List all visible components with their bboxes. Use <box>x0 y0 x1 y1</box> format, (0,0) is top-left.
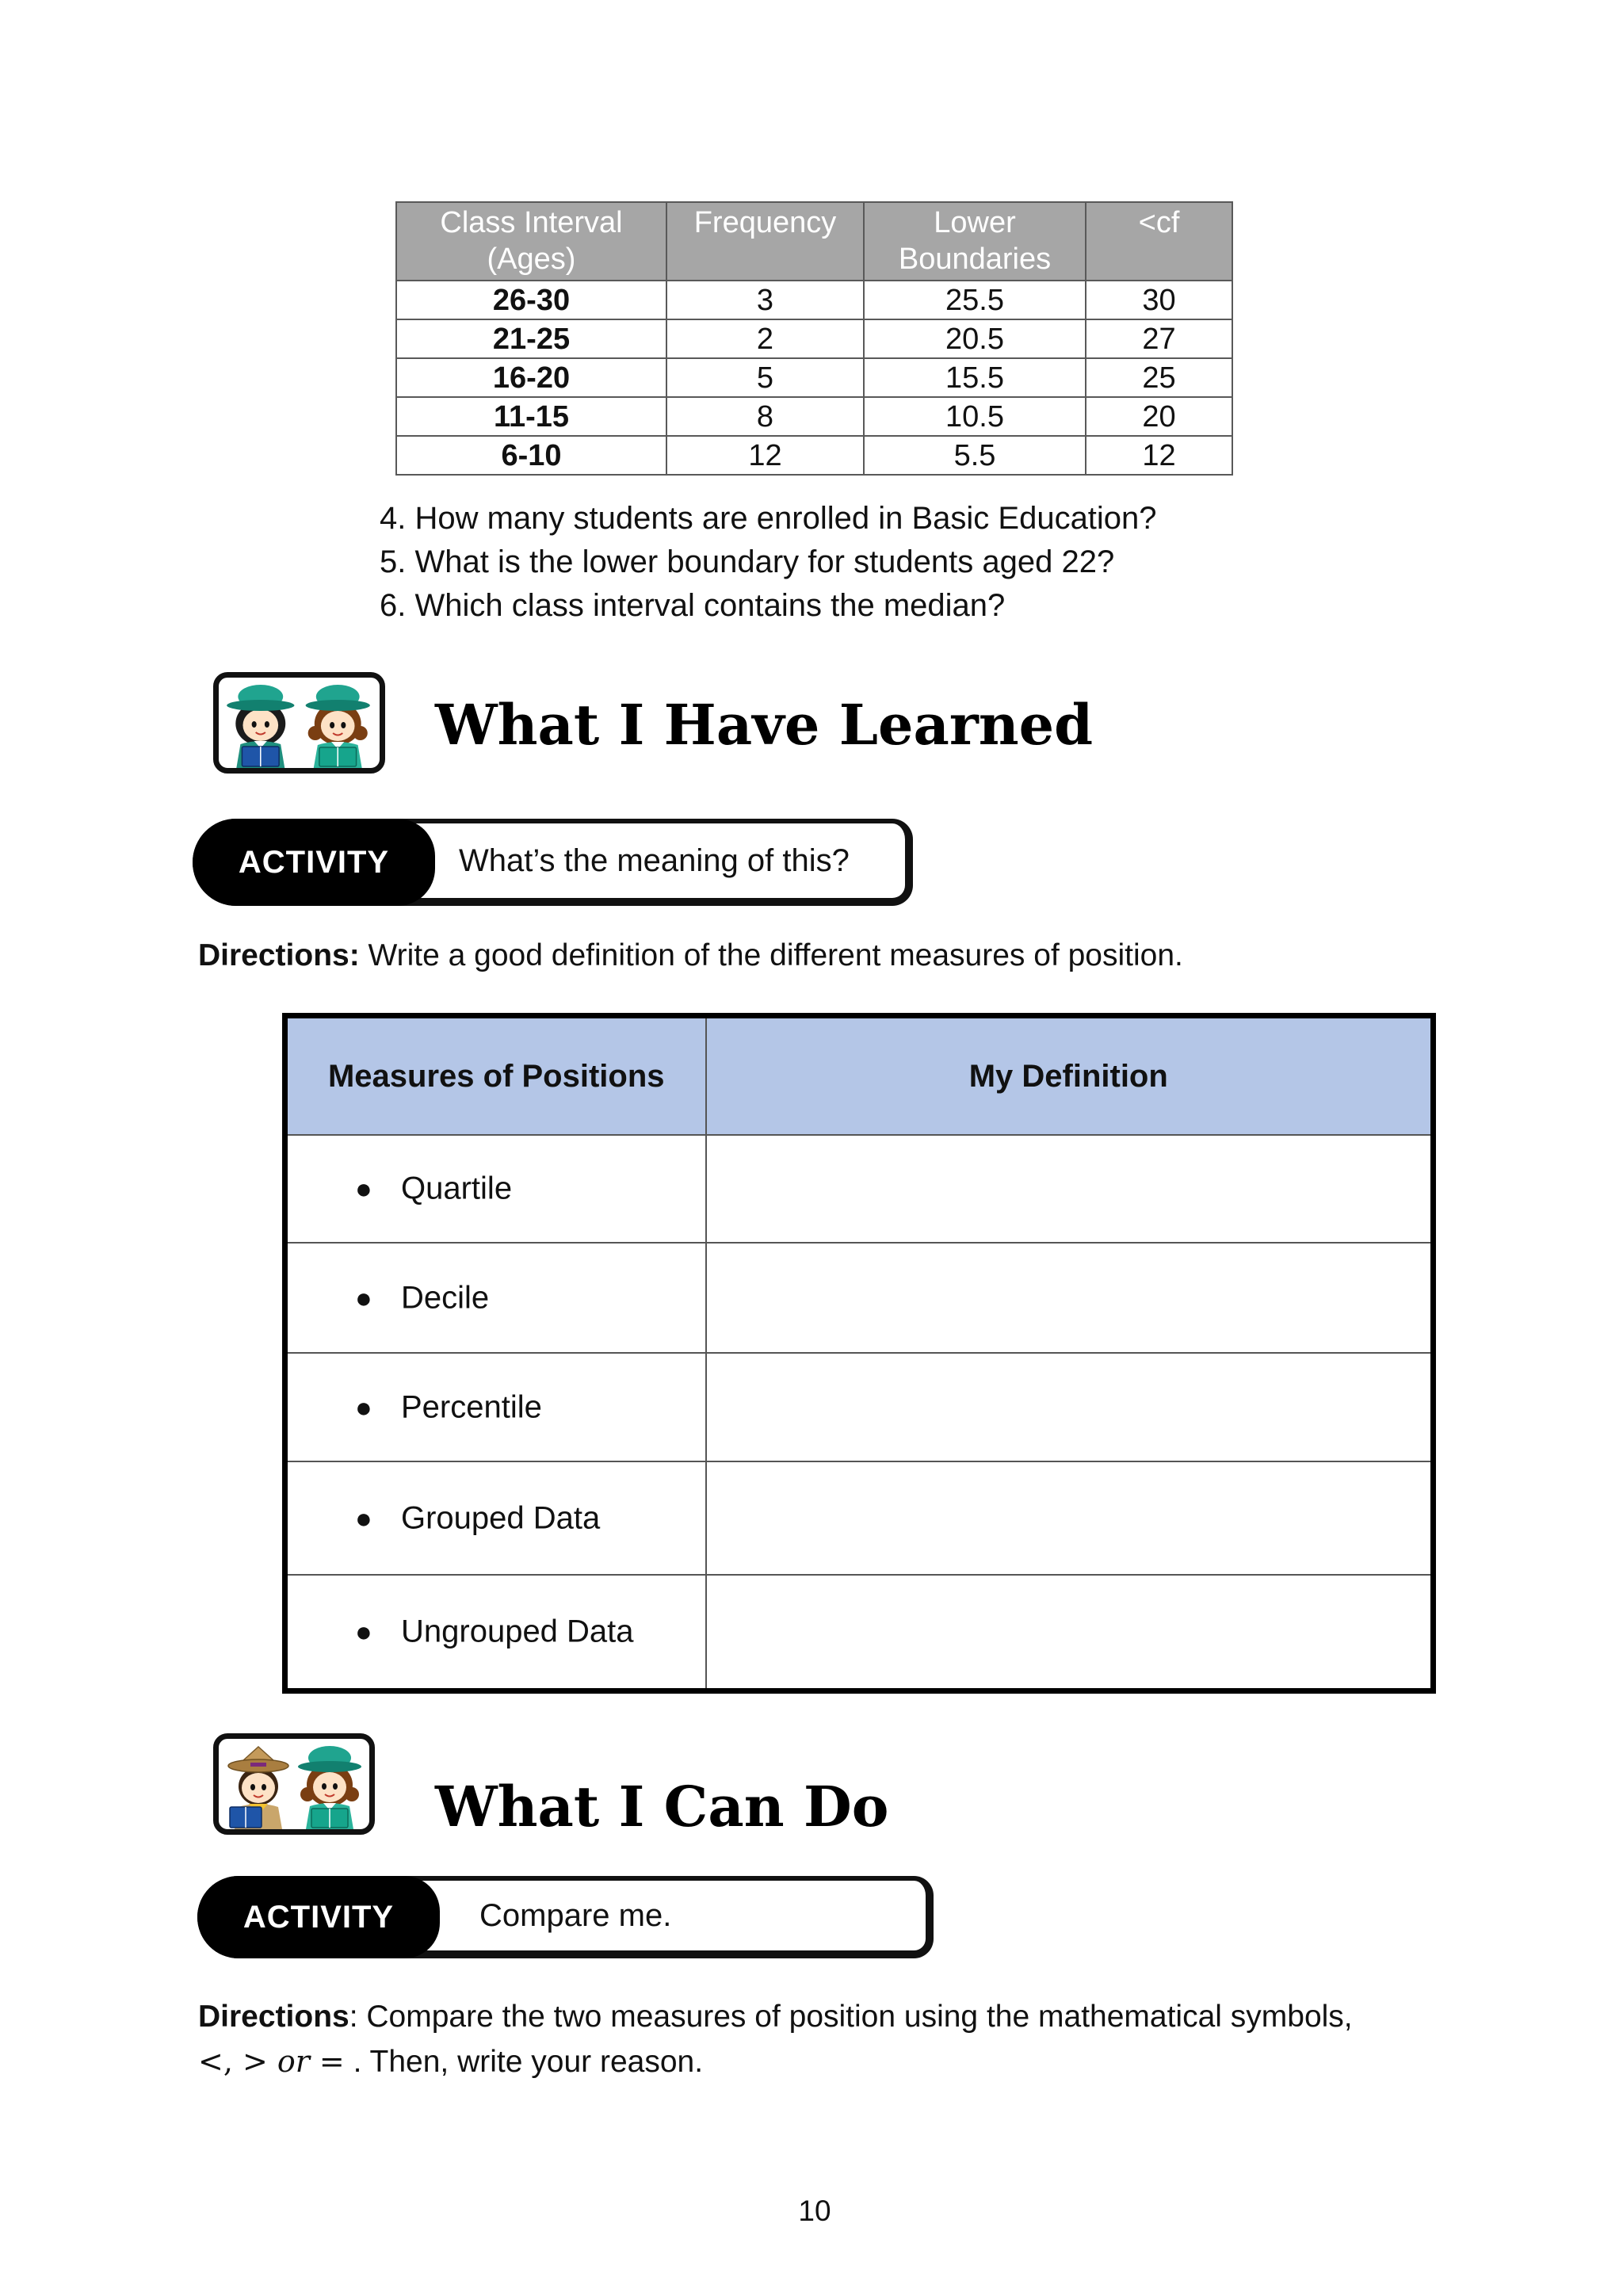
frequency-table <box>395 201 1233 476</box>
definition-cell <box>706 1575 1434 1690</box>
table-row <box>285 1135 1434 1243</box>
term-cell <box>285 1461 706 1575</box>
section-title-what-i-have-learned: What I Have Learned <box>435 692 1094 758</box>
question-item: 4. How many students are enrolled in Basic Education? <box>380 501 1157 536</box>
frequency-cell: 3 <box>666 281 864 319</box>
directions-text: . Then, write your reason. <box>344 2045 704 2079</box>
cumulative-frequency-cell: 27 <box>1086 319 1232 358</box>
lower-boundary-cell: 15.5 <box>864 358 1086 397</box>
directions-line <box>198 1995 1353 2039</box>
table-row <box>396 397 1232 436</box>
header-frequency: Frequency <box>666 202 864 281</box>
bullet-icon: ● <box>355 1390 372 1423</box>
directions-text: : Compare the two measures of position using the mathematical symbols, <box>349 2000 1353 2034</box>
math-symbols: <, > <box>198 2044 268 2079</box>
class-interval-cell: 6-10 <box>396 436 666 475</box>
table-row <box>396 436 1232 475</box>
directions-text: Write a good definition of the different measures of position. <box>359 938 1183 972</box>
question-list <box>380 497 1157 628</box>
cumulative-frequency-cell: 12 <box>1086 436 1232 475</box>
directions-label: Directions <box>198 2000 349 2034</box>
frequency-cell: 8 <box>666 397 864 436</box>
frequency-cell: 5 <box>666 358 864 397</box>
measures-table-header <box>285 1016 1434 1136</box>
header-measures-of-positions: Measures of Positions <box>285 1016 706 1136</box>
header-lower-boundaries: Lower Boundaries <box>864 202 1086 281</box>
definition-cell <box>706 1135 1434 1243</box>
bullet-icon: ● <box>355 1501 372 1534</box>
class-interval-cell: 16-20 <box>396 358 666 397</box>
table-row <box>285 1575 1434 1690</box>
math-or: or <box>277 2044 310 2079</box>
measures-definition-table <box>282 1013 1436 1694</box>
frequency-cell: 12 <box>666 436 864 475</box>
definition-cell <box>706 1461 1434 1575</box>
term-label: Grouped Data <box>401 1500 601 1535</box>
cumulative-frequency-cell: 20 <box>1086 397 1232 436</box>
bullet-icon: ● <box>355 1172 372 1205</box>
definition-cell <box>706 1353 1434 1461</box>
term-label: Decile <box>401 1280 490 1315</box>
frequency-cell: 2 <box>666 319 864 358</box>
frequency-table-header <box>396 202 1232 281</box>
lower-boundary-cell: 5.5 <box>864 436 1086 475</box>
definition-cell <box>706 1243 1434 1353</box>
class-interval-cell: 11-15 <box>396 397 666 436</box>
cumulative-frequency-cell: 25 <box>1086 358 1232 397</box>
term-cell <box>285 1135 706 1243</box>
section-title-what-i-can-do: What I Can Do <box>435 1774 889 1839</box>
activity-title: Compare me. <box>479 1897 672 1933</box>
bullet-icon: ● <box>355 1281 372 1314</box>
table-row <box>396 319 1232 358</box>
term-cell <box>285 1353 706 1461</box>
directions-line <box>198 2039 1353 2084</box>
term-cell <box>285 1243 706 1353</box>
lower-boundary-cell: 25.5 <box>864 281 1086 319</box>
term-label: Percentile <box>401 1389 542 1424</box>
activity-banner <box>197 1876 934 1958</box>
page-number: 10 <box>798 2195 831 2227</box>
reading-learners-icon <box>213 672 385 774</box>
activity-label: ACTIVITY <box>197 1876 440 1958</box>
class-interval-cell: 21-25 <box>396 319 666 358</box>
table-row <box>396 358 1232 397</box>
directions <box>198 1995 1353 2084</box>
question-item: 5. What is the lower boundary for students aged 22? <box>380 544 1115 579</box>
cumulative-frequency-cell: 30 <box>1086 281 1232 319</box>
table-row <box>285 1353 1434 1461</box>
table-row <box>396 281 1232 319</box>
activity-label: ACTIVITY <box>193 819 435 906</box>
header-cumulative-frequency: <cf <box>1086 202 1232 281</box>
math-equals: = <box>319 2044 345 2079</box>
table-row <box>285 1243 1434 1353</box>
activity-title: What’s the meaning of this? <box>459 842 850 878</box>
bullet-icon: ● <box>355 1614 372 1648</box>
term-cell <box>285 1575 706 1690</box>
header-class-interval: Class Interval (Ages) <box>396 202 666 281</box>
term-label: Ungrouped Data <box>401 1614 634 1649</box>
question-item: 6. Which class interval contains the median? <box>380 588 1006 623</box>
table-row <box>285 1461 1434 1575</box>
directions-label: Directions: <box>198 938 360 972</box>
scout-learners-icon <box>213 1733 375 1835</box>
term-label: Quartile <box>401 1171 513 1206</box>
header-my-definition: My Definition <box>706 1016 1434 1136</box>
lower-boundary-cell: 20.5 <box>864 319 1086 358</box>
directions <box>198 936 1183 976</box>
activity-banner <box>193 819 913 906</box>
lower-boundary-cell: 10.5 <box>864 397 1086 436</box>
class-interval-cell: 26-30 <box>396 281 666 319</box>
